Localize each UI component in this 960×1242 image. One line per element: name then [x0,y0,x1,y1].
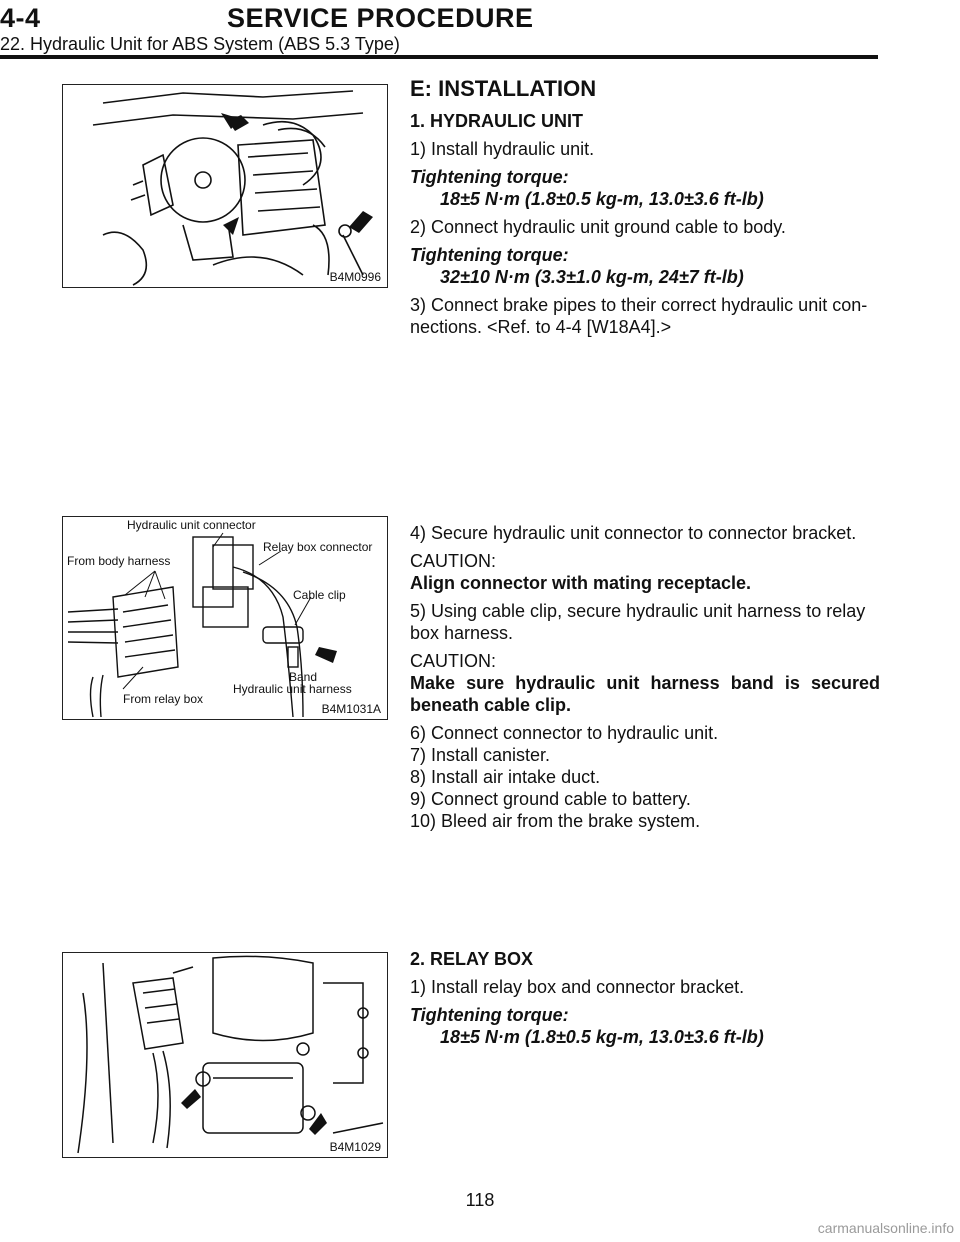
figure-id: B4M0996 [329,270,381,284]
label-band: Band [289,670,318,684]
subheading-hydraulic-unit: 1. HYDRAULIC UNIT [410,111,584,131]
caution-text: Make sure hydraulic unit harness band is secured beneath cable clip. [410,673,880,715]
relay-box-illustration [63,953,386,1156]
page-title: SERVICE PROCEDURE [227,3,534,33]
caution-label: CAUTION: [410,551,497,571]
caution-text: Align connector with mating receptacle. [410,573,752,593]
installation-section [410,78,880,344]
step-text: 3) Connect brake pipes to their correct hydraulic unit con- nections. <Ref. to 4-4 [W18A4].> [410,295,868,337]
label-relay-box-connector: Relay box connector [263,540,373,554]
torque-label: Tightening torque: [410,1005,569,1025]
figure-id: B4M1031A [321,702,381,716]
subheading-relay-box: 2. RELAY BOX [410,949,534,969]
step-text: 8) Install air intake duct. [410,767,601,787]
figure-hydraulic-unit [62,84,388,288]
step-text: 1) Install relay box and connector bracket. [410,977,745,997]
torque-value: 32±10 N·m (3.3±1.0 kg-m, 24±7 ft-lb) [440,267,744,287]
caution-label: CAUTION: [410,651,497,671]
step-text: 5) Using cable clip, secure hydraulic unit harness to relay box harness. [410,601,866,643]
label-from-relay-box: From relay box [123,692,204,706]
torque-label: Tightening torque: [410,167,569,187]
label-from-body-harness: From body harness [67,554,171,568]
footer-watermark: carmanualsonline.info [817,1220,954,1236]
step-text: 9) Connect ground cable to battery. [410,789,691,809]
header-rule [0,55,878,59]
torque-value: 18±5 N·m (1.8±0.5 kg-m, 13.0±3.6 ft-lb) [440,1027,764,1047]
page-number: 118 [465,1190,495,1210]
step-text: 1) Install hydraulic unit. [410,139,595,159]
label-cable-clip: Cable clip [293,588,346,602]
label-hydraulic-unit-connector: Hydraulic unit connector [127,518,256,532]
figure-id: B4M1029 [329,1140,381,1154]
label-hydraulic-unit-harness: Hydraulic unit harness [233,682,352,696]
connector-harness-illustration [63,517,386,718]
connector-section [410,522,880,832]
page-subtitle: 22. Hydraulic Unit for ABS System (ABS 5.3 Type) [0,34,400,54]
torque-label: Tightening torque: [410,245,569,265]
step-text: 2) Connect hydraulic unit ground cable to body. [410,217,786,237]
relay-box-section [410,948,880,1054]
section-heading: E: INSTALLATION [410,76,597,101]
hydraulic-unit-illustration [63,85,386,286]
figure-relay-box [62,952,388,1158]
section-code: 4-4 [0,3,41,33]
step-text: 4) Secure hydraulic unit connector to connector bracket. [410,523,857,543]
step-text: 7) Install canister. [410,745,551,765]
step-text: 6) Connect connector to hydraulic unit. [410,723,719,743]
torque-value: 18±5 N·m (1.8±0.5 kg-m, 13.0±3.6 ft-lb) [440,189,764,209]
figure-connector-harness [62,516,388,720]
step-text: 10) Bleed air from the brake system. [410,811,701,831]
